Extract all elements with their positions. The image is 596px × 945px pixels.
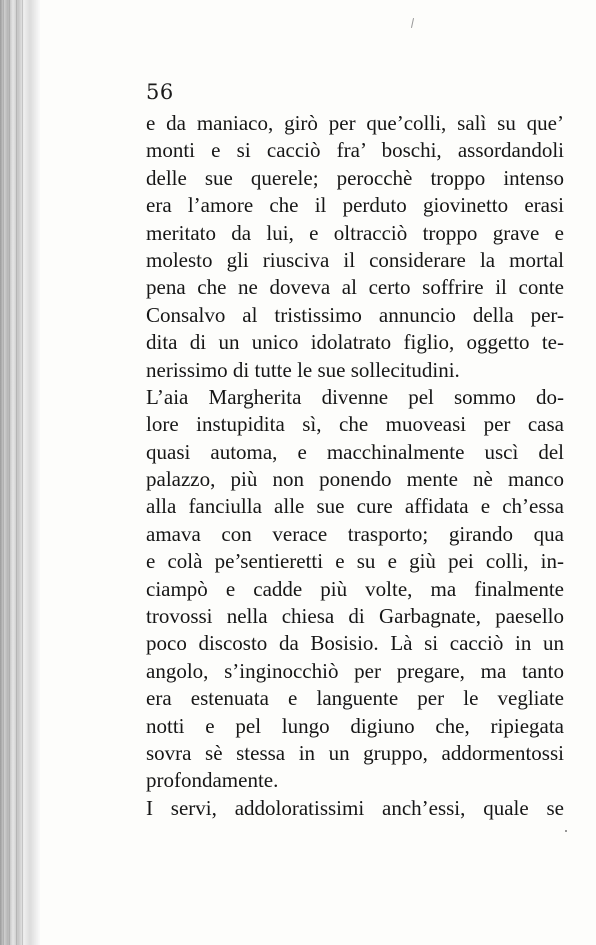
text-line: L’aia Margherita divenne pel sommo do- [146,384,564,409]
binding-shadow [0,0,40,945]
text-line: dita di un unico idolatrato figlio, oggetto te- [146,330,564,355]
text-line: meritato da lui, e oltracciò troppo grave e [146,220,564,245]
text-line: quasi automa, e macchinalmente uscì del [146,439,564,464]
text-line: era l’amore che il perduto giovinetto erasi [146,193,564,218]
text-line: e da maniaco, girò per que’colli, salì su que’ [146,111,564,135]
gutter-line [22,0,23,945]
text-line: pena che ne doveva al certo soffrire il conte [146,275,564,300]
text-line: poco discosto da Bosisio. Là si cacciò in un [146,631,564,656]
gutter-line [16,0,17,945]
text-line: Consalvo al tristissimo annuncio della per- [146,302,564,327]
text-line: monti e si cacciò fra’ boschi, assordandoli [146,138,564,163]
gutter-line [3,0,4,945]
text-line: trovossi nella chiesa di Garbagnate, paesello [146,604,564,629]
text-line: I servi, addoloratissimi anch’essi, quale se [146,795,564,820]
text-line: molesto gli riusciva il considerare la mortal [146,247,564,272]
text-line: sovra sè stessa in un gruppo, addormentossi [146,740,564,765]
text-line: amava con verace trasporto; girando qua [146,521,564,546]
text-line: e colà pe’sentieretti e su e giù pei colli, in- [146,549,564,574]
paper-speck [565,830,567,832]
text-line: alla fanciulla alle sue cure affidata e ch’essa [146,494,564,519]
text-line: notti e pel lungo digiuno che, ripiegata [146,713,564,738]
gutter-line [9,0,10,945]
text-line: angolo, s’inginocchiò per pregare, ma tanto [146,658,564,683]
text-line: era estenuata e languente per le vegliate [146,686,564,711]
text-line: nerissimo di tutte le sue sollecitudini. [146,357,460,382]
text-line: delle sue querele; perocchè troppo intenso [146,165,564,190]
text-line: palazzo, più non ponendo mente nè manco [146,467,564,492]
page-number: 56 [146,80,174,104]
body-text [146,110,564,822]
text-line: lore instupidita sì, che muoveasi per casa [146,412,564,437]
text-line: profondamente. [146,768,279,793]
paper-mark [411,18,414,28]
text-line: ciampò e cadde più volte, ma finalmente [146,576,564,601]
